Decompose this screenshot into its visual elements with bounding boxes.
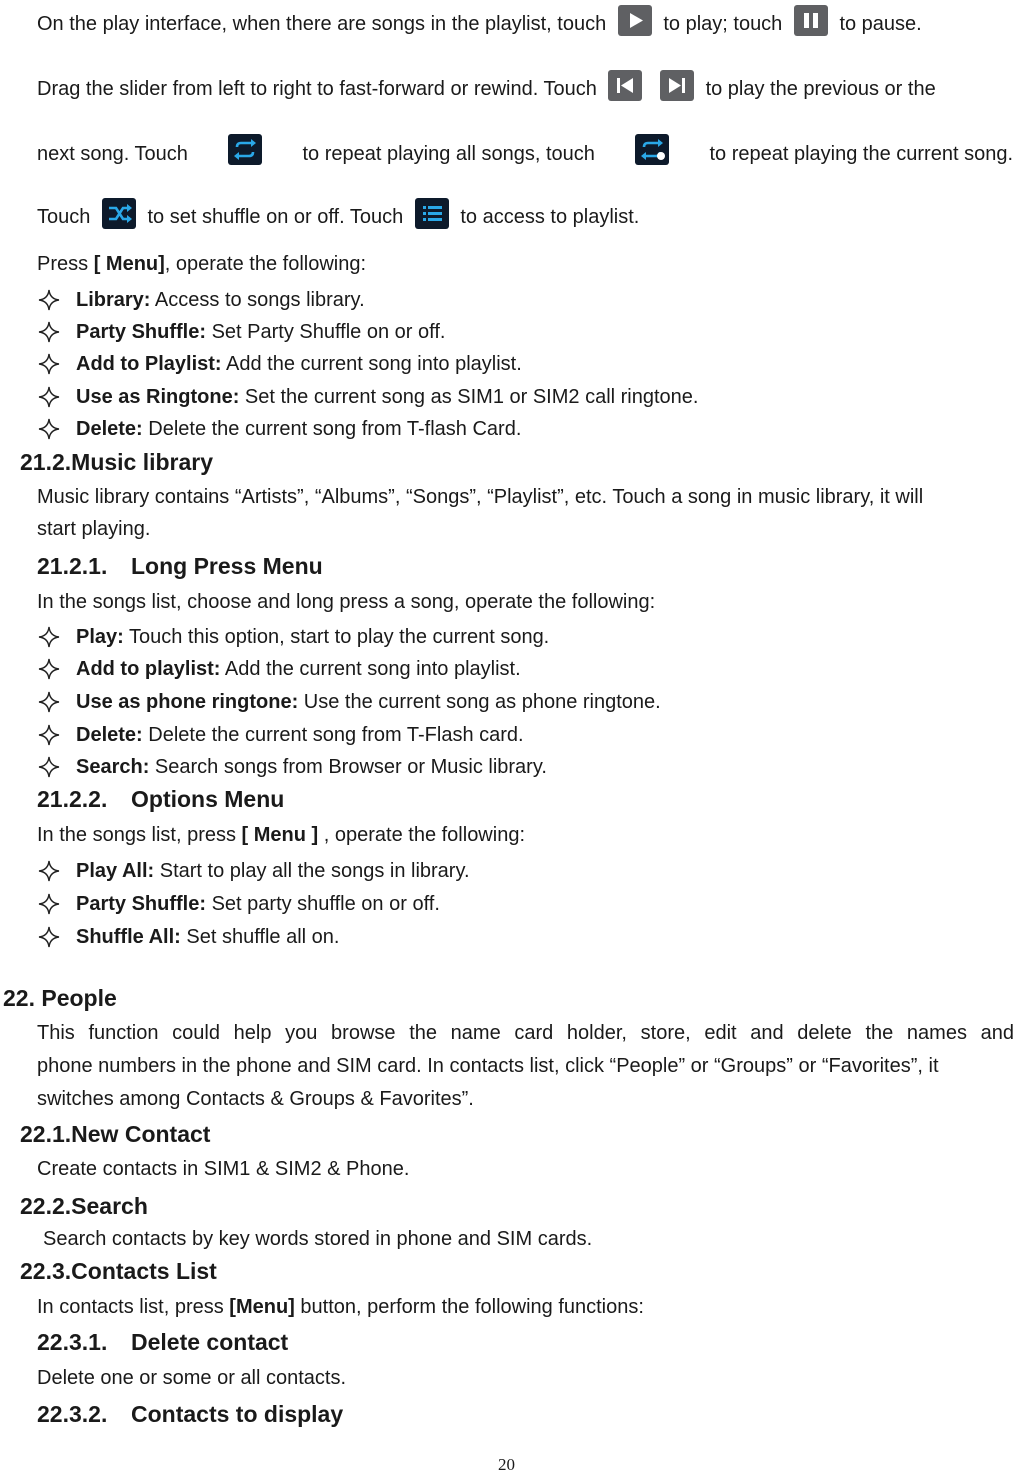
repeat-one-icon [635, 134, 669, 165]
player-line-1: On the play interface, when there are songs in the playlist, touch to play; touch to pause. [37, 9, 922, 40]
paragraph: This function could help you browse the name card holder, store, edit and delete the names and [37, 1022, 1014, 1044]
section-heading-22-3-2: 22.3.2. Contacts to display [37, 1401, 344, 1427]
paragraph: Music library contains “Artists”, “Albums”, “Songs”, “Playlist”, etc. Touch a song in music library, it will [37, 486, 924, 508]
paragraph: In contacts list, press [Menu] button, perform the following functions: [37, 1296, 644, 1318]
menu-intro: Press [ Menu], operate the following: [37, 253, 367, 275]
play-icon [618, 5, 652, 36]
paragraph: Create contacts in SIM1 & SIM2 & Phone. [37, 1158, 410, 1180]
section-heading-21-2-1: 21.2.1. Long Press Menu [37, 553, 323, 579]
shuffle-icon [102, 198, 136, 229]
star-bullet-icon [38, 724, 60, 746]
paragraph: In the songs list, press [ Menu ] , operate the following: [37, 824, 525, 846]
star-bullet-icon [38, 756, 60, 778]
star-bullet-icon [38, 386, 60, 408]
section-heading-21-2-2: 21.2.2. Options Menu [37, 786, 285, 812]
page-number: 20 [498, 1455, 515, 1474]
paragraph: start playing. [37, 518, 151, 540]
star-bullet-icon [38, 860, 60, 882]
star-bullet-icon [38, 893, 60, 915]
repeat-all-icon [228, 134, 262, 165]
star-bullet-icon [38, 658, 60, 680]
paragraph: phone numbers in the phone and SIM card. In contacts list, click “People” or “Groups” or “Favorites”, it [37, 1055, 939, 1077]
playlist-icon [415, 198, 449, 229]
section-heading-22-1: 22.1.New Contact [20, 1121, 211, 1147]
star-bullet-icon [38, 926, 60, 948]
paragraph: switches among Contacts & Groups & Favorites”. [37, 1088, 474, 1110]
previous-icon [608, 70, 642, 101]
section-heading-22-3: 22.3.Contacts List [20, 1258, 217, 1284]
paragraph: Search contacts by key words stored in phone and SIM cards. [43, 1228, 593, 1250]
player-line-2: Drag the slider from left to right to fast-forward or rewind. Touch to play the previous or the [37, 74, 936, 105]
star-bullet-icon [38, 353, 60, 375]
pause-icon [794, 5, 828, 36]
section-heading-21-2: 21.2.Music library [20, 449, 214, 475]
player-line-4: Touch to set shuffle on or off. Touch to access to playlist. [37, 202, 639, 233]
section-heading-22-2: 22.2.Search [20, 1193, 148, 1219]
star-bullet-icon [38, 418, 60, 440]
star-bullet-icon [38, 289, 60, 311]
paragraph: In the songs list, choose and long press a song, operate the following: [37, 591, 656, 613]
star-bullet-icon [38, 321, 60, 343]
section-heading-22-3-1: 22.3.1. Delete contact [37, 1329, 289, 1355]
section-heading-22: 22. People [3, 985, 117, 1011]
paragraph: Delete one or some or all contacts. [37, 1367, 347, 1389]
player-line-3: next song. Touch to repeat playing all songs, touch to repeat playing the current song. [37, 138, 1013, 169]
star-bullet-icon [38, 691, 60, 713]
next-icon [660, 70, 694, 101]
star-bullet-icon [38, 626, 60, 648]
